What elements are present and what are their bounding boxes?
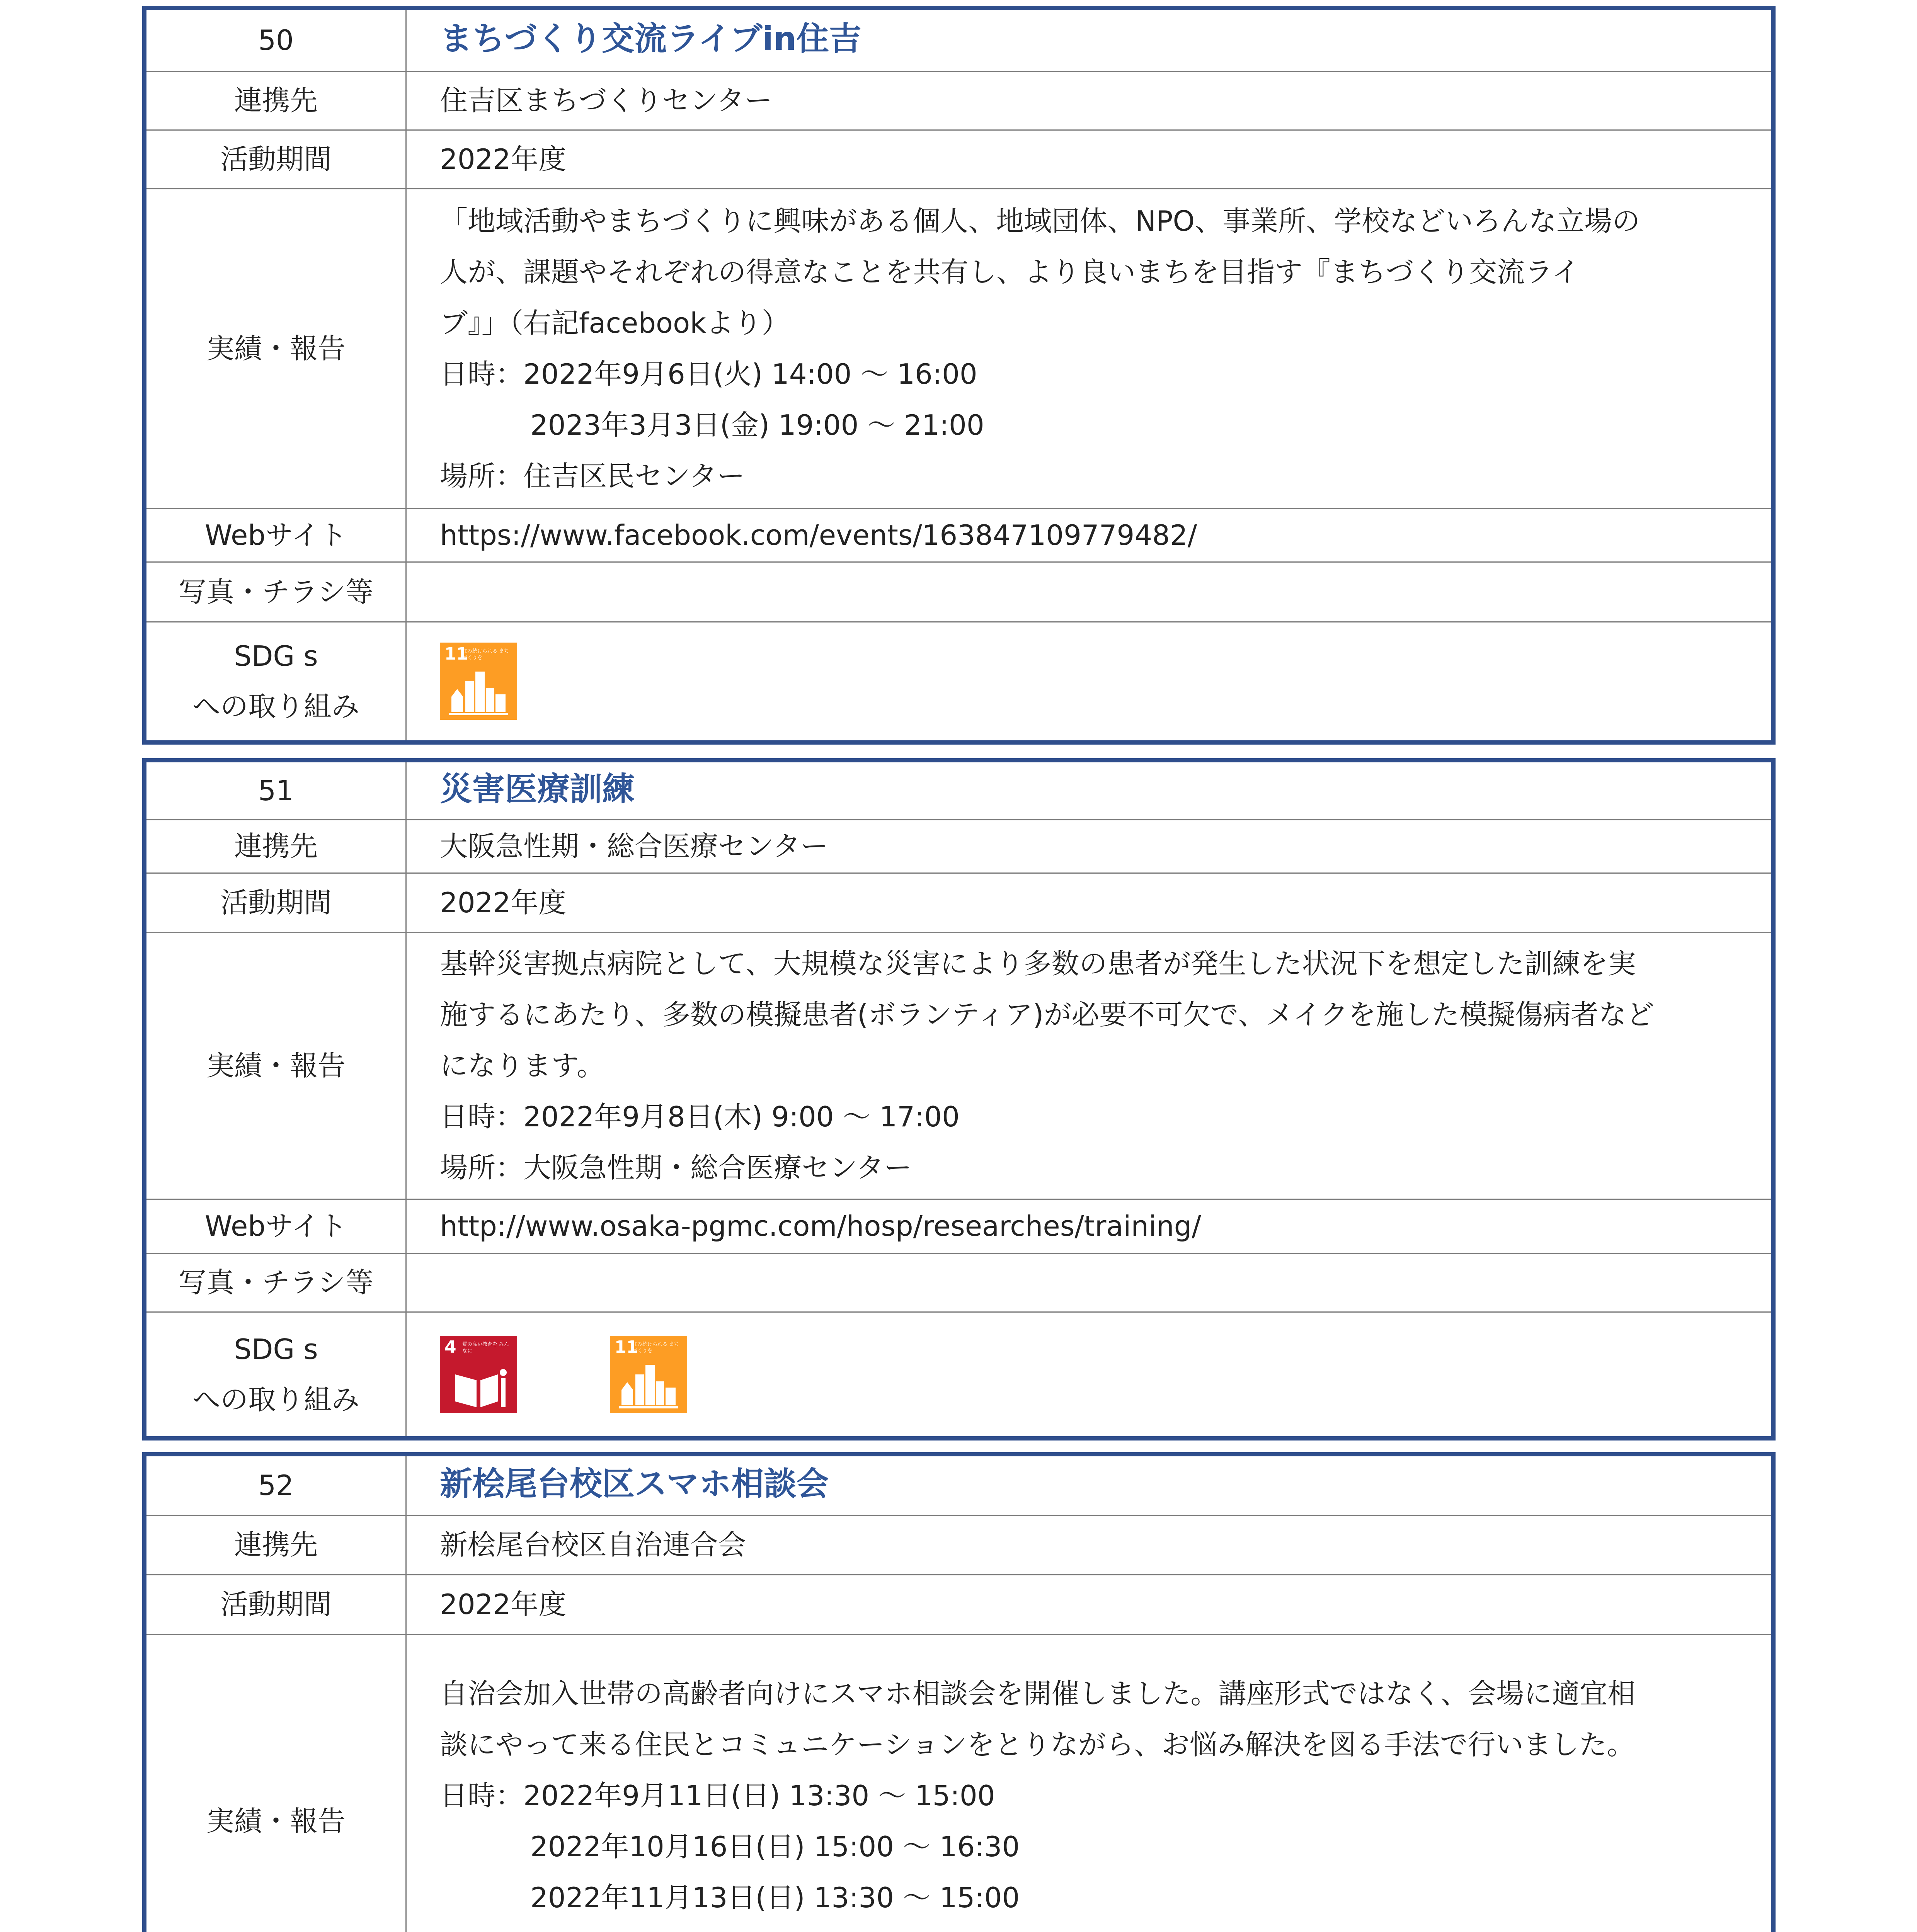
- report-value: [406, 932, 1772, 1199]
- entry-title: まちづくり交流ライブin住吉: [440, 20, 861, 58]
- sdg-goal-11-icon: 11 住み続けられる まちづくりを: [440, 643, 517, 720]
- website-link[interactable]: http://www.osaka-pgmc.com/hosp/researches/training/: [406, 1199, 1772, 1253]
- report-place: [440, 1923, 1771, 1932]
- report-label: 実績・報告: [146, 932, 406, 1199]
- report-datetime: 日時：2022年9月11日(日) 13:30 〜 15:00: [440, 1779, 995, 1812]
- website-label: Webサイト: [146, 1199, 406, 1253]
- report-datetime: 2023年3月3日(金) 19:00 〜 21:00: [530, 409, 984, 441]
- period-value: 2022年度: [406, 1575, 1772, 1634]
- book-icon: [440, 1336, 517, 1413]
- report-datetime: 2022年11月13日(日) 13:30 〜 15:00: [530, 1881, 1020, 1914]
- period-label: 活動期間: [146, 1575, 406, 1634]
- partner-value: 住吉区まちづくりセンター: [406, 71, 1772, 130]
- photos-label: 写真・チラシ等: [146, 562, 406, 622]
- entry-table: [146, 1456, 1771, 1932]
- sdgs-label: SDG s への取り組み: [146, 622, 406, 740]
- sdgs-label: SDG s への取り組み: [146, 1312, 406, 1436]
- report-description: 「地域活動やまちづくりに興味がある個人、地域団体、NPO、事業所、学校などいろんな立場の 人が、課題やそれぞれの得意なことを共有し、より良いまちを目指す『まちづくり交流ライ ブ』」（右記facebookより）: [440, 205, 1640, 339]
- sdgs-icons: [406, 1312, 1772, 1436]
- period-label: 活動期間: [146, 130, 406, 189]
- report-datetime: 2022年10月16日(日) 15:00 〜 16:30: [530, 1830, 1020, 1863]
- report-datetime: 日時：2022年9月8日(木) 9:00 〜 17:00: [440, 1100, 960, 1133]
- report-place: 場所：大阪急性期・総合医療センター: [440, 1151, 912, 1184]
- period-value: 2022年度: [406, 873, 1772, 932]
- photos-label: 写真・チラシ等: [146, 1253, 406, 1312]
- partner-value: 大阪急性期・総合医療センター: [406, 820, 1772, 873]
- entry-number: 51: [146, 762, 406, 820]
- entry-title: 災害医療訓練: [440, 770, 635, 808]
- report-value: [406, 189, 1772, 509]
- city-icon: [610, 1336, 687, 1413]
- period-label: 活動期間: [146, 873, 406, 932]
- report-description: 自治会加入世帯の高齢者向けにスマホ相談会を開催しました。講座形式ではなく、会場に適宜相 談にやって来る住民とコミュニケーションをとりながら、お悩み解決を図る手法で行いました。: [440, 1677, 1636, 1761]
- entry-title: 新桧尾台校区スマホ相談会: [440, 1465, 829, 1503]
- sdg-goal-4-icon: 4 質の高い教育を みんなに: [440, 1336, 517, 1413]
- report-label: 実績・報告: [146, 189, 406, 509]
- partner-label: 連携先: [146, 1515, 406, 1575]
- period-value: 2022年度: [406, 130, 1772, 189]
- report-value: [406, 1634, 1772, 1932]
- entry-number: 50: [146, 10, 406, 71]
- partner-value: 新桧尾台校区自治連合会: [406, 1515, 1772, 1575]
- entry-block: [142, 758, 1776, 1440]
- photos-value: [406, 1253, 1772, 1312]
- website-link[interactable]: https://www.facebook.com/events/163847109779482/: [406, 509, 1772, 562]
- city-icon: [440, 643, 517, 720]
- sdg-goal-11-icon: 11 住み続けられる まちづくりを: [610, 1336, 687, 1413]
- entry-block: [142, 6, 1776, 745]
- partner-label: 連携先: [146, 820, 406, 873]
- report-label: 実績・報告: [146, 1634, 406, 1932]
- entry-block: [142, 1452, 1776, 1932]
- partner-label: 連携先: [146, 71, 406, 130]
- entry-table: [146, 762, 1771, 1436]
- entry-table: [146, 10, 1771, 740]
- photos-value: [406, 562, 1772, 622]
- report-description: 基幹災害拠点病院として、大規模な災害により多数の患者が発生した状況下を想定した訓練を実 施するにあたり、多数の模擬患者(ボランティア)が必要不可欠で、メイクを施した模擬傷病者など になります。: [440, 947, 1655, 1082]
- website-label: Webサイト: [146, 509, 406, 562]
- entry-number: 52: [146, 1456, 406, 1515]
- report-datetime: 日時：2022年9月6日(火) 14:00 〜 16:00: [440, 358, 977, 390]
- report-place: 場所：住吉区民センター: [440, 460, 745, 492]
- sdgs-icons: [406, 622, 1772, 740]
